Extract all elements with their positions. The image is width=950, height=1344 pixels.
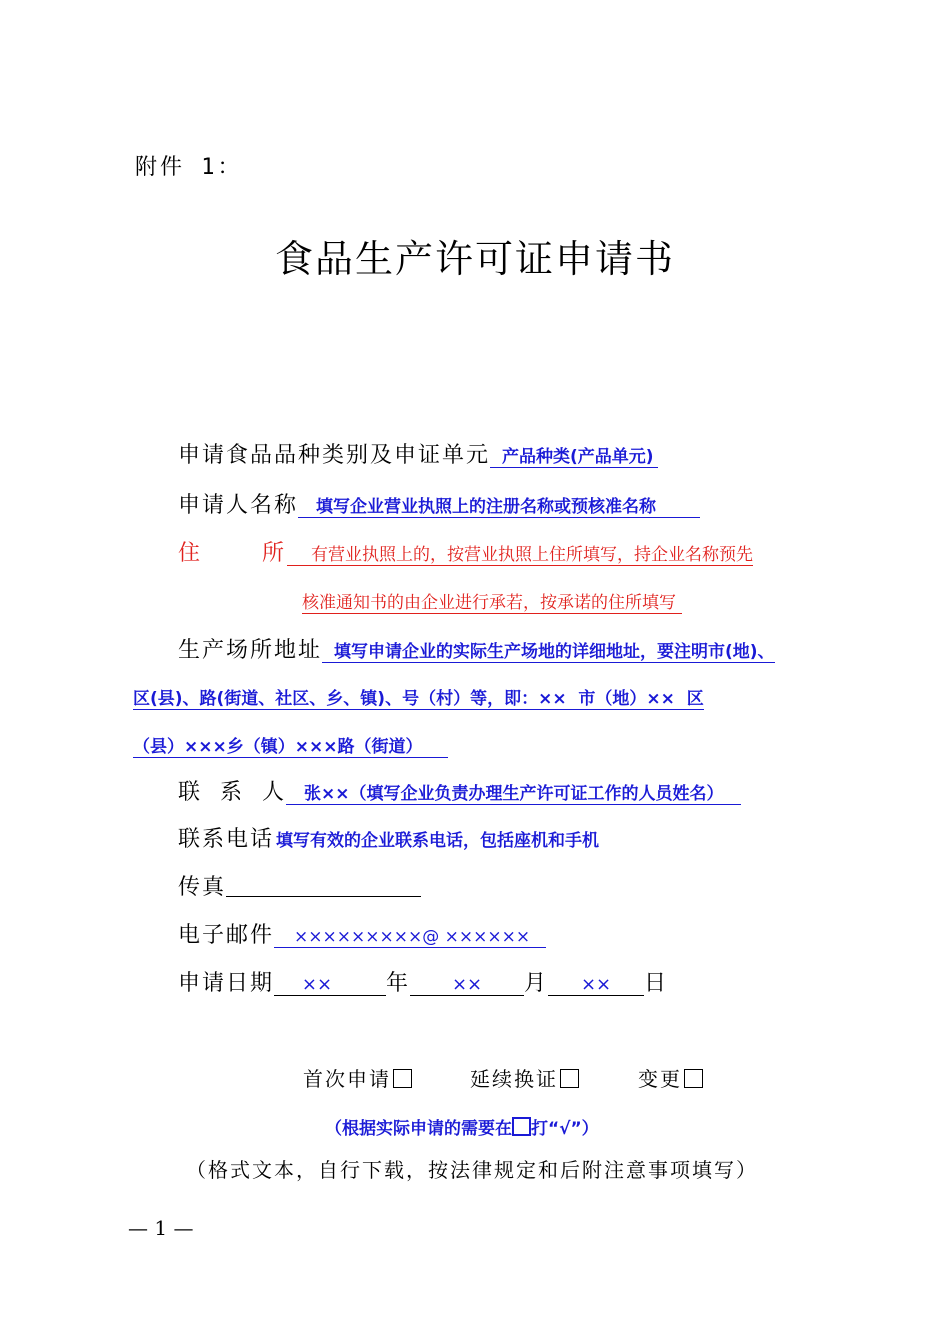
option-change[interactable]: 变更 [638,1063,703,1092]
applicant-name-row [178,488,700,519]
category-row [178,438,658,469]
date-month-value: ×× [410,974,524,996]
applicant-name-label: 申请人名称 [178,493,299,518]
date-month-unit: 月 [524,971,549,996]
email-label: 电子邮件 [178,923,275,948]
date-year-value: ×× [274,974,386,996]
email-value: ×××××××××@ ×××××× [274,927,546,948]
document-title: 食品生产许可证申请书 [274,237,675,281]
residence-label-2: 所 [262,541,287,566]
applicant-name-value: 填写企业营业执照上的注册名称或预核准名称 [298,492,700,518]
site-value-line-3: （县）×××乡（镇）×××路（街道） [133,732,448,758]
option-renew[interactable]: 延续换证 [470,1063,579,1092]
phone-label: 联系电话 [178,827,275,852]
contact-row [178,775,741,806]
date-label: 申请日期 [178,971,275,996]
site-label: 生产场所地址 [178,638,323,663]
phone-row [178,822,599,853]
residence-value-line-2: 核准通知书的由企业进行承若，按承诺的住所填写 [302,588,682,614]
check-hint-box-icon [512,1117,531,1136]
fax-label: 传真 [178,875,227,900]
date-day-unit: 日 [644,971,669,996]
fax-value-blank [226,874,421,897]
phone-value: 填写有效的企业联系电话，包括座机和手机 [276,831,600,851]
date-day-value: ×× [548,974,644,996]
category-label: 申请食品品种类别及申证单元 [178,443,491,468]
option-first[interactable]: 首次申请 [303,1063,412,1092]
category-value: 产品种类(产品单元) [490,442,658,468]
checkbox-change[interactable] [684,1069,703,1088]
checkbox-renew[interactable] [560,1069,579,1088]
format-note: （格式文本，自行下载，按法律规定和后附注意事项填写） [186,1158,758,1182]
attachment-label: 附件 1： [135,155,243,180]
site-value-line-1: 填写申请企业的实际生产场地的详细地址，要注明市(地)、 [322,637,775,663]
site-value-line-2: 区(县)、路(街道、社区、乡、镇)、号（村）等，即：×× 市（地）×× 区 [133,684,704,710]
email-row [178,918,546,949]
site-row [178,633,775,664]
date-row [178,966,668,997]
contact-value: 张××（填写企业负责办理生产许可证工作的人员姓名） [286,779,742,805]
check-hint: （根据实际申请的需要在 打“√”） [325,1119,599,1139]
date-year-unit: 年 [386,971,411,996]
fax-row [178,870,421,901]
checkbox-first[interactable] [393,1069,412,1088]
residence-label-1: 住 [178,541,203,566]
page-number: — 1 — [128,1216,194,1240]
residence-value-line-1: 有营业执照上的，按营业执照上住所填写，持企业名称预先 [287,540,753,566]
contact-label: 联 系 人 [178,780,286,805]
